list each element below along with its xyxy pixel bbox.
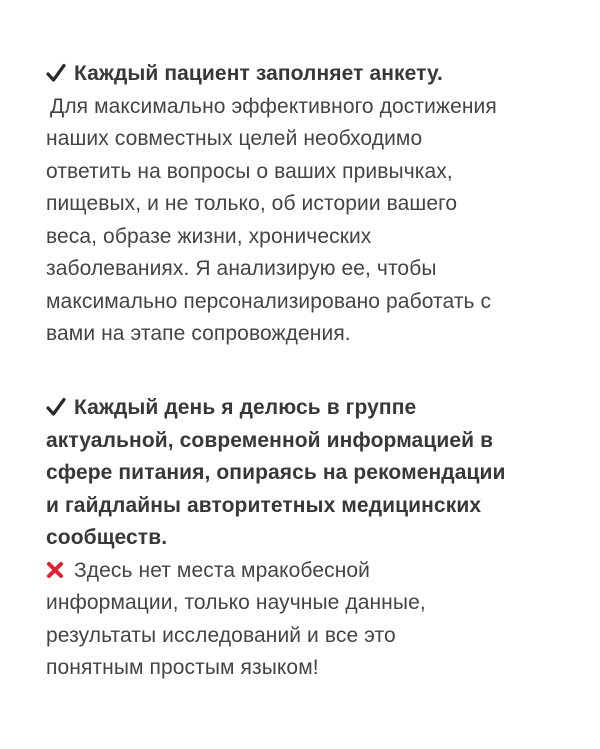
section2-heading-line: сфере питания, опираясь на рекомендации xyxy=(46,461,506,484)
section2-heading-line: актуальной, современной информацией в xyxy=(46,428,494,452)
section1-body-line: наших совместных целей необходимо xyxy=(46,127,423,150)
section2-note-line xyxy=(46,555,566,588)
section2-note-line: информации, только научные данные, xyxy=(46,591,426,614)
section1-body-line: вами на этапе сопровождения. xyxy=(46,322,351,345)
section1-body-line: Для максимально эффективного достижения xyxy=(50,94,497,118)
check-mark-icon xyxy=(46,397,66,417)
section2-heading-line: и гайдлайны авторитетных медицинских xyxy=(46,493,482,517)
check-mark-icon xyxy=(46,63,66,83)
section1-heading: Каждый пациент заполняет анкету. xyxy=(74,62,443,85)
section2-heading-line: сообществ. xyxy=(46,526,168,549)
section1-body-line: максимально персонализировано работать с xyxy=(46,289,492,313)
section2-note-line: понятным простым языком! xyxy=(46,656,319,679)
section2-heading: Каждый день я делюсь в группе xyxy=(74,396,417,419)
section1-body-line: веса, образе жизни, хронических xyxy=(46,224,372,248)
section2-note-line: результаты исследований и все это xyxy=(46,623,396,647)
section1-body-line: ответить на вопросы о ваших привычках, xyxy=(46,159,453,183)
section1-body-line: пищевых, и не только, об истории вашего xyxy=(46,192,458,215)
cross-mark-icon xyxy=(46,561,64,579)
section1-body-line: заболеваниях. Я анализирую ее, чтобы xyxy=(46,257,437,280)
section2-heading-line xyxy=(46,392,566,425)
section2-note: Здесь нет места мракобесной xyxy=(74,558,371,582)
section-daily-updates xyxy=(46,392,566,685)
section1-heading-line xyxy=(46,58,566,91)
section-patient-questionnaire xyxy=(46,58,566,351)
